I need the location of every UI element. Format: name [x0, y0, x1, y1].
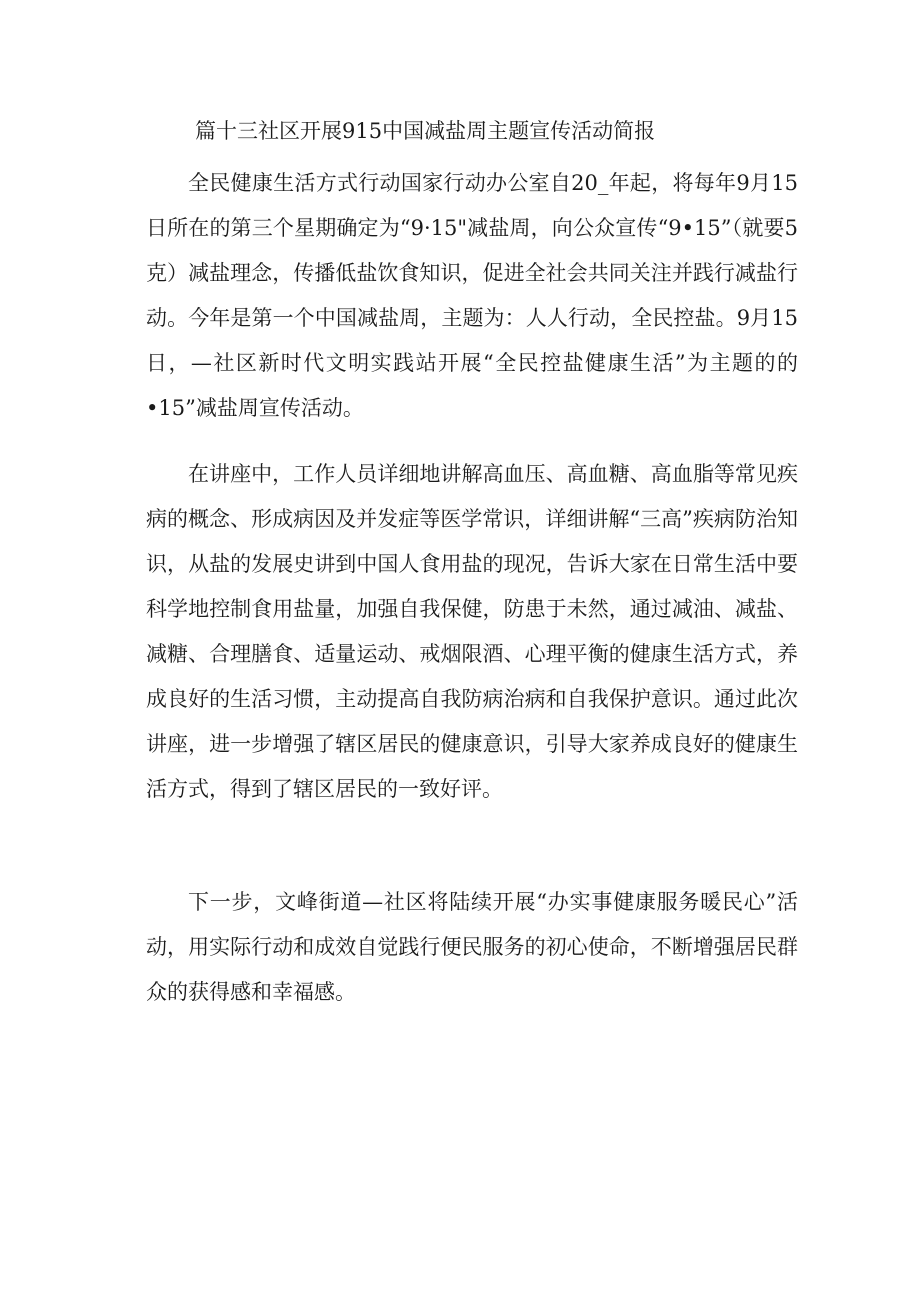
document-title: 篇十三社区开展915中国减盐周主题宣传活动简报 [195, 119, 656, 143]
paragraph-1: 全民健康生活方式行动国家行动办公室自20_年起，将每年9月15日所在的第三个星期确定为“9·15"减盐周，向公众宣传“9•15”（就要5克）减盐理念，传播低盐饮食知识，促进全社会共同关注并践行减盐行动。今年是第一个中国减盐周，主题为：人人行动，全民控盐。9月15日，—社区新时代文明实践站开展“全民控盐健康生活”为主题的的•15”减盐周宣传活动。 [146, 171, 798, 420]
paragraph-2: 在讲座中，工作人员详细地讲解高血压、高血糖、高血脂等常见疾病的概念、形成病因及并发症等医学常识，详细讲解“三高”疾病防治知识，从盐的发展史讲到中国人食用盐的现况，告诉大家在日常生活中要科学地控制食用盐量，加强自我保健，防患于未然，通过减油、减盐、减糖、合理膳食、适量运动、戒烟限酒、心理平衡的健康生活方式，养成良好的生活习惯，主动提高自我防病治病和自我保护意识。通过此次讲座，进一步增强了辖区居民的健康意识，引导大家养成良好的健康生活方式，得到了辖区居民的一致好评。 [146, 462, 798, 801]
paragraph-3: 下一步，文峰街道—社区将陆续开展“办实事健康服务暖民心”活动，用实际行动和成效自觉践行便民服务的初心使命，不断增强居民群众的获得感和幸福感。 [146, 890, 798, 1004]
